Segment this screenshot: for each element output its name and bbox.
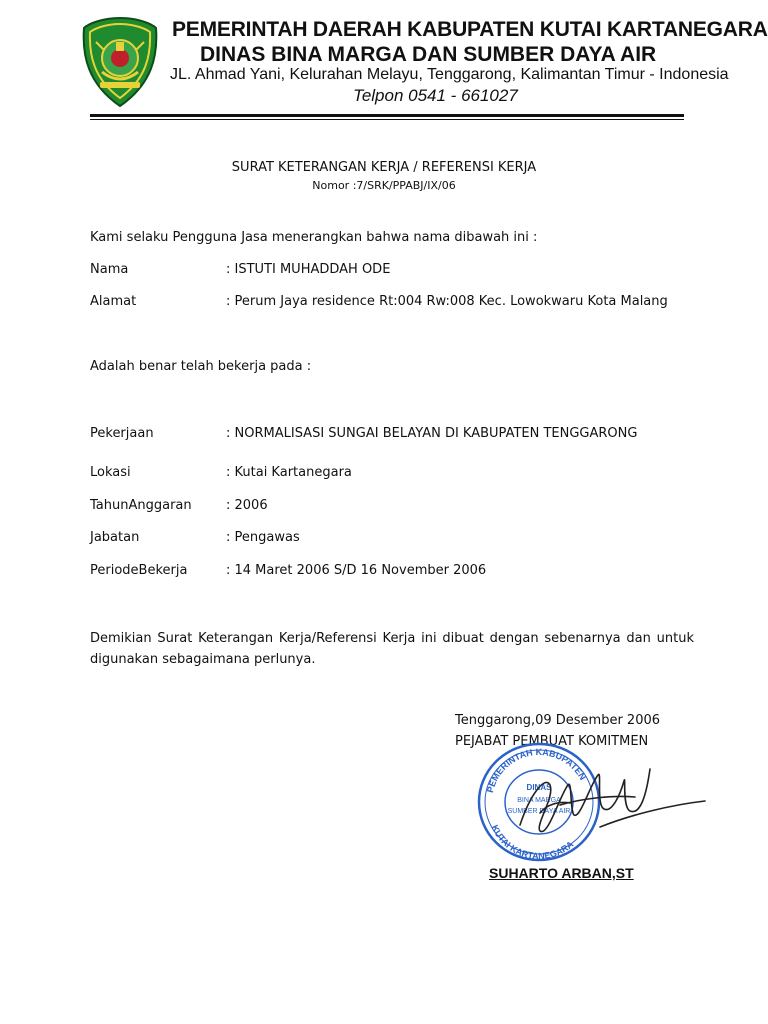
field-label-nama: Nama [90, 262, 129, 277]
field-label-tahun-anggaran: TahunAnggaran [90, 498, 192, 513]
letterhead-rule-thin [90, 119, 684, 120]
intro-text: Kami selaku Pengguna Jasa menerangkan bahwa nama dibawah ini : [90, 230, 538, 245]
field-value-nama: : ISTUTI MUHADDAH ODE [226, 262, 391, 277]
field-value-jabatan: : Pengawas [226, 530, 300, 545]
field-label-alamat: Alamat [90, 294, 137, 309]
closing-paragraph [90, 628, 694, 670]
handwritten-signature [500, 755, 710, 845]
work-intro-text: Adalah benar telah bekerja pada : [90, 359, 312, 374]
signature-place-date: Tenggarong,09 Desember 2006 [455, 713, 661, 728]
letterhead-address: JL. Ahmad Yani, Kelurahan Melayu, Tenggarong, Kalimantan Timur - Indonesia [170, 66, 729, 83]
letterhead-title: PEMERINTAH DAERAH KABUPATEN KUTAI KARTANEGARA [172, 18, 768, 41]
closing-text: Demikian Surat Keterangan Kerja/Referensi Kerja ini dibuat dengan sebenarnya dan untuk digunakan sebagaimana perlunya. [90, 631, 694, 667]
stamp-text-sumber-daya-air: SUMBER DAYA AIR [507, 808, 571, 815]
field-value-lokasi: : Kutai Kartanegara [226, 465, 352, 480]
letterhead-subtitle: DINAS BINA MARGA DAN SUMBER DAYA AIR [200, 43, 657, 66]
kutai-kartanegara-emblem-icon [80, 16, 160, 108]
signatory-name: SUHARTO ARBAN,ST [489, 865, 634, 881]
document-number: Nomor :7/SRK/PPABJ/IX/06 [312, 179, 456, 192]
field-value-pekerjaan: : NORMALISASI SUNGAI BELAYAN DI KABUPATEN TENGGARONG [226, 426, 638, 441]
stamp-text-bottom: KUTAI KARTANEGARA [489, 823, 576, 862]
field-value-tahun-anggaran: : 2006 [226, 498, 268, 513]
field-label-periode-bekerja: PeriodeBekerja [90, 563, 188, 578]
signature-role: PEJABAT PEMBUAT KOMITMEN [455, 734, 649, 749]
document-title: SURAT KETERANGAN KERJA / REFERENSI KERJA [231, 160, 537, 175]
letterhead-phone: Telpon 0541 - 661027 [353, 86, 518, 105]
stamp-text-dinas: DINAS [526, 783, 552, 792]
stamp-text-top: PEMERINTAH KABUPATEN [484, 746, 588, 794]
field-label-lokasi: Lokasi [90, 465, 131, 480]
letterhead-rule-thick [90, 114, 684, 117]
field-value-periode-bekerja: : 14 Maret 2006 S/D 16 November 2006 [226, 563, 487, 578]
stamp-text-bina-marga: BINA MARGA [517, 797, 561, 804]
field-label-pekerjaan: Pekerjaan [90, 426, 154, 441]
field-value-alamat: : Perum Jaya residence Rt:004 Rw:008 Kec. Lowokwaru Kota Malang [226, 294, 668, 309]
field-label-jabatan: Jabatan [90, 530, 140, 545]
